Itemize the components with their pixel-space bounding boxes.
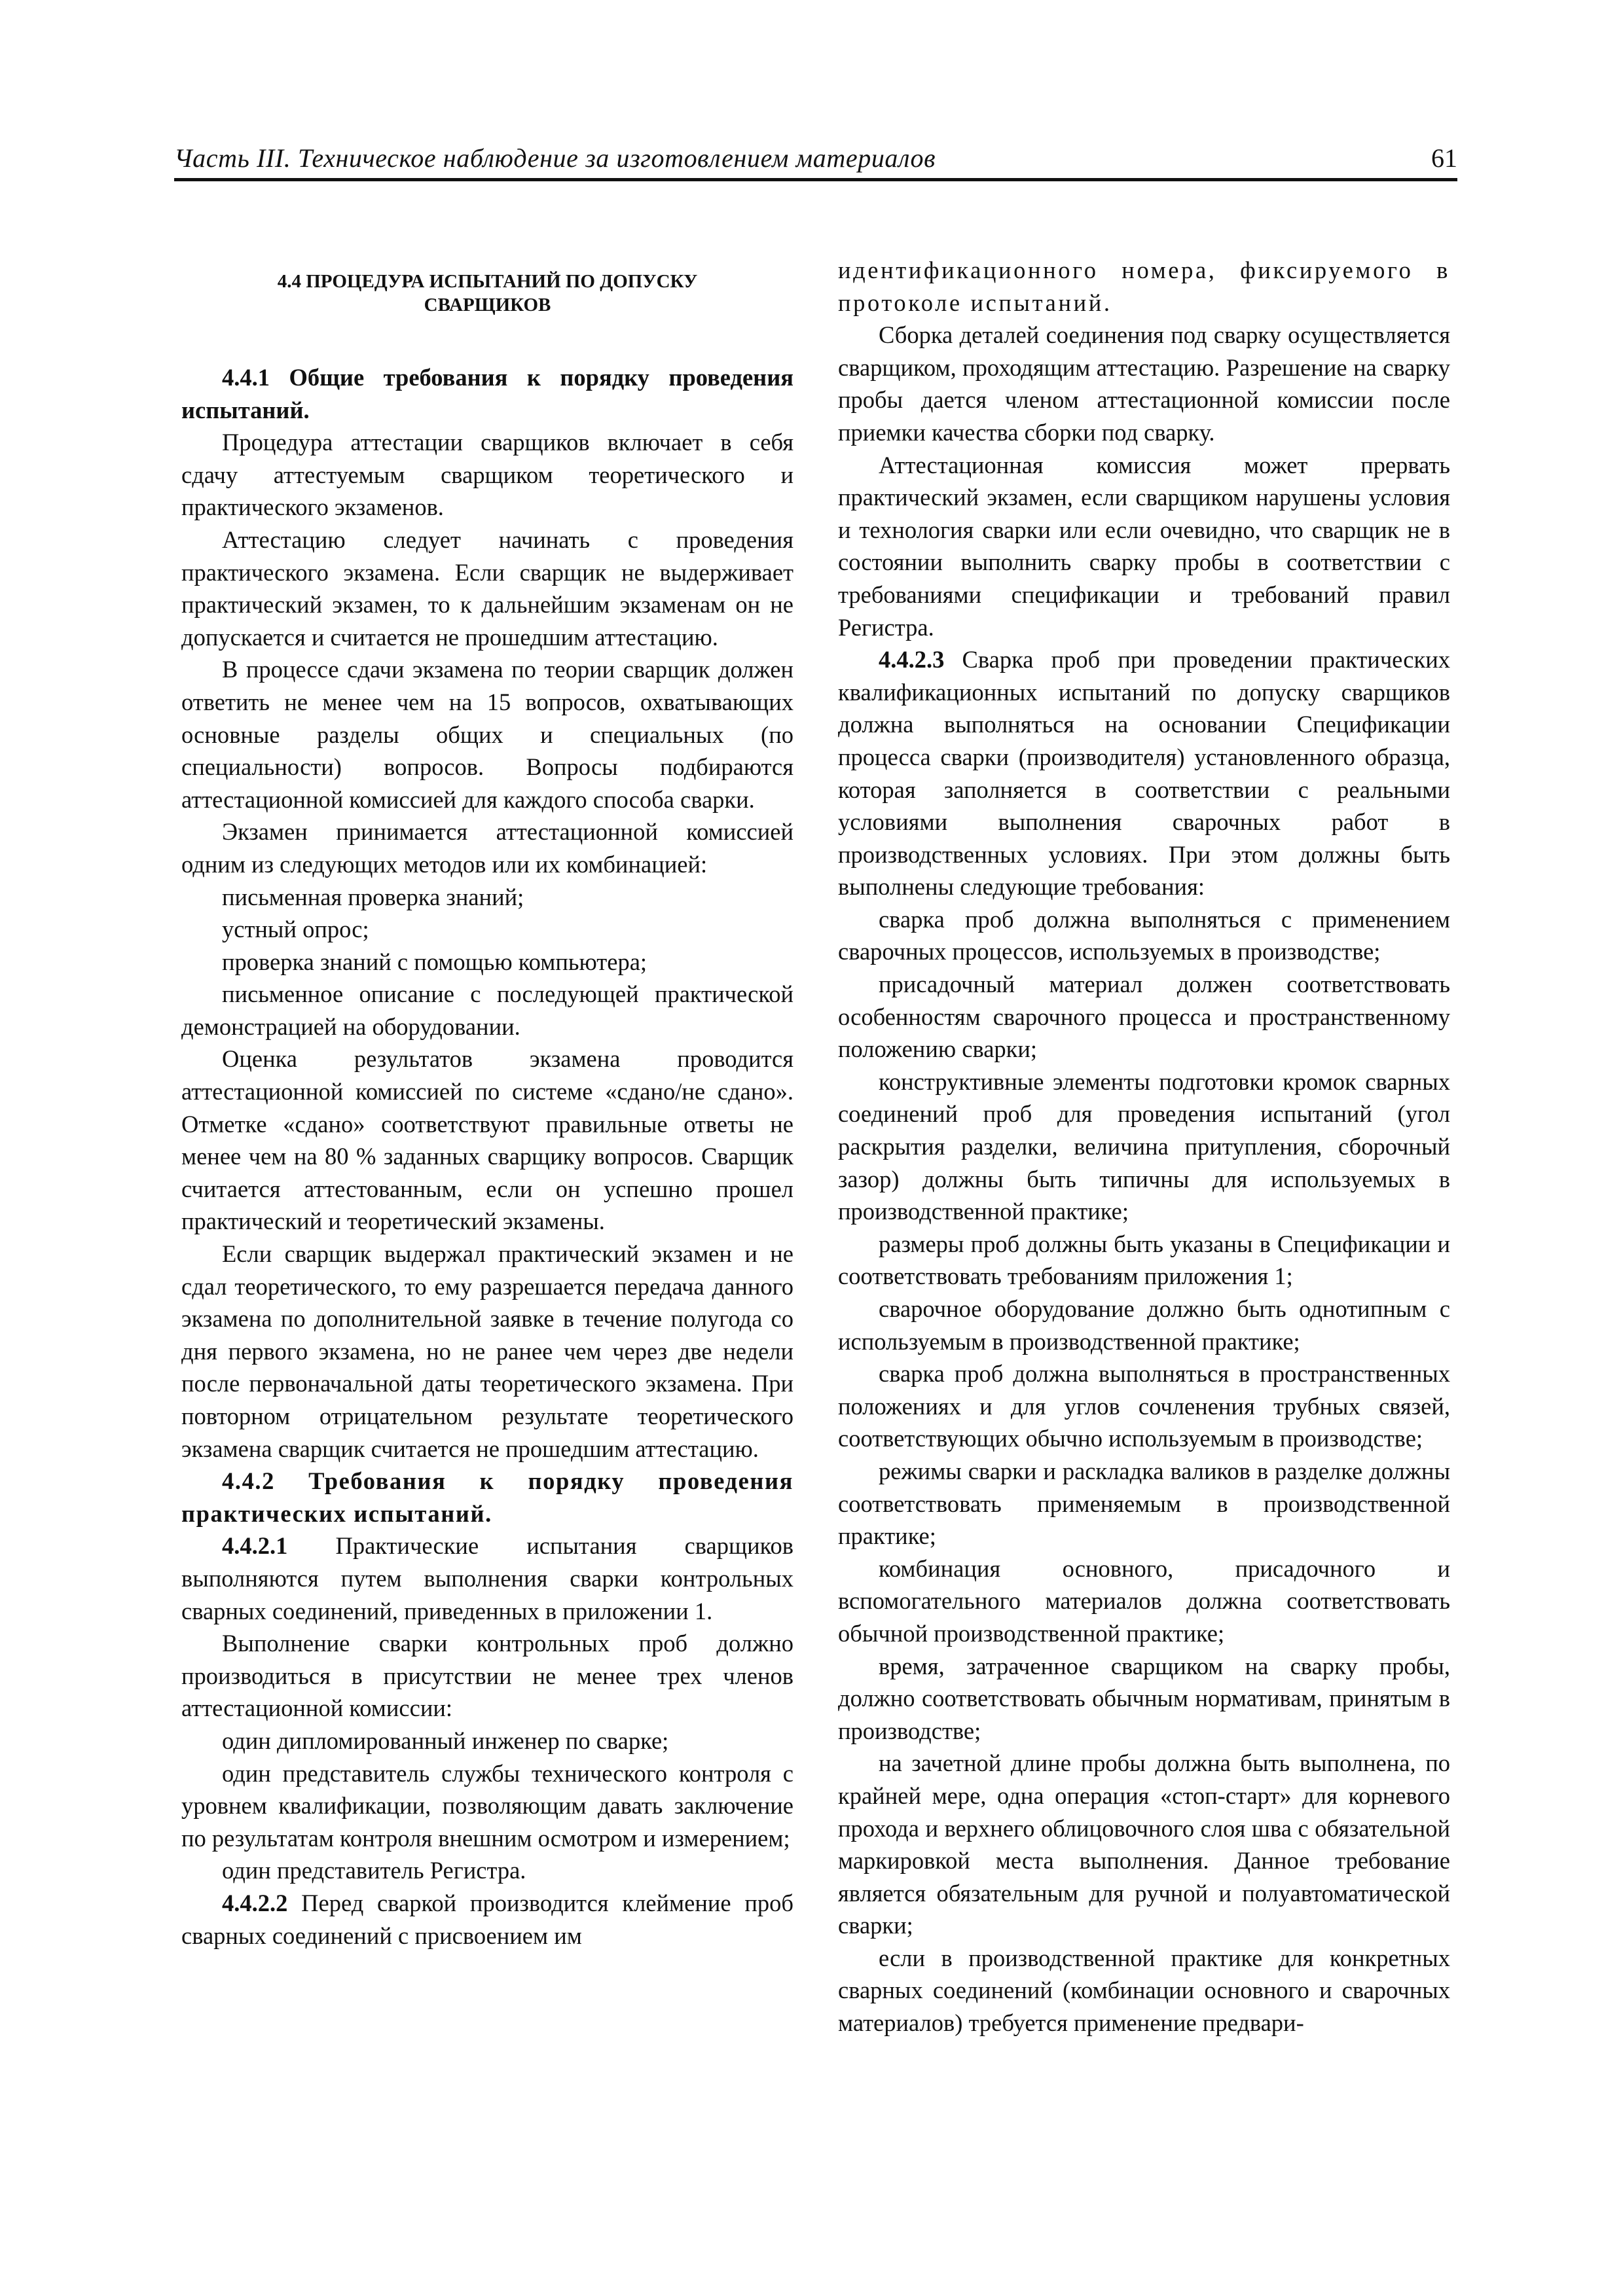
header-title: Часть III. Техническое наблюдение за изготовлением материалов <box>174 143 936 173</box>
paragraph: Оценка результатов экзамена проводится аттестационной комиссией по системе «сдано/не сдано». Отметке «сдано» соответствуют правильные ответы не менее чем на 80 % заданных сварщику вопросов. Сварщик считается аттестованным, если он успешно прошел практический и теоретический экзамены. <box>181 1045 793 1235</box>
list-item: один представитель Регистра. <box>222 1857 526 1884</box>
paragraph-4-4-2-2 <box>181 1887 793 1952</box>
list-item: письменная проверка знаний; <box>222 883 524 910</box>
list-item: один представитель службы технического контроля с уровнем квалификации, позволяющим давать заключение по результатам контроля внешним осмотром и измерением; <box>181 1759 793 1852</box>
clause-number: 4.4.2.1 <box>222 1532 288 1560</box>
clause-text: Практические испытания сварщиков выполняются путем выполнения сварки контрольных сварных соединений, приведенных в приложении 1. <box>181 1532 794 1624</box>
list-item: сварка проб должна выполняться с применением сварочных процессов, используемых в производстве; <box>838 905 1450 965</box>
right-column <box>838 254 1450 2039</box>
heading-4-4-2: 4.4.2 Требования к порядку проведения практических испытаний. <box>181 1467 793 1527</box>
list-item: один дипломированный инженер по сварке; <box>222 1727 669 1754</box>
list-item: время, затраченное сварщиком на сварку пробы, должно соответствовать обычным нормативам, принятым в производстве; <box>838 1652 1450 1744</box>
list-item: режимы сварки и раскладка валиков в разделке должны соответствовать применяемым в производственной практике; <box>838 1457 1450 1550</box>
paragraph: Экзамен принимается аттестационной комиссией одним из следующих методов или их комбинацией: <box>181 818 793 878</box>
paragraph: Сборка деталей соединения под сварку осуществляется сварщиком, проходящим аттестацию. Разрешение на сварку пробы дается членом аттестационной комиссии после приемки качества сборки под сварку. <box>838 321 1450 446</box>
list-item: присадочный материал должен соответствовать особенностям сварочного процесса и пространственному положению сварки; <box>838 971 1450 1063</box>
left-column <box>181 255 793 1952</box>
paragraph: Процедура аттестации сварщиков включает в себя сдачу аттестуемым сварщиком теоретического и практического экзаменов. <box>181 429 793 521</box>
page-number: 61 <box>1431 143 1457 173</box>
clause-text: Сварка проб при проведении практических квалификационных испытаний по допуску сварщиков должна выполняться на основании Спецификации процесса сварки (производителя) установленного образца, которая заполняется в соответствии с реальными условиями выполнения сварочных работ в производственных условиях. При этом должны быть выполнены следующие требования: <box>838 646 1451 901</box>
list-item: размеры проб должны быть указаны в Спецификации и соответствовать требованиям приложения 1; <box>838 1230 1450 1290</box>
section-title <box>181 270 793 317</box>
list-item: сварка проб должна выполняться в пространственных положениях и для углов сочленения трубных связей, соответствующих обычно используемым в производстве; <box>838 1360 1450 1452</box>
list-item: на зачетной длине пробы должна быть выполнена, по крайней мере, одна операция «стоп-старт» для корневого прохода и верхнего облицовочного слоя шва с обязательной маркировкой места выполнения. Данное требование является обязательным для ручной и полуавтоматической сварки; <box>838 1749 1450 1939</box>
list-item: комбинация основного, присадочного и вспомогательного материалов должна соответствовать обычной производственной практике; <box>838 1554 1450 1647</box>
list-item: проверка знаний с помощью компьютера; <box>222 948 647 975</box>
list-item: устный опрос; <box>222 916 369 943</box>
paragraph: В процессе сдачи экзамена по теории сварщик должен ответить не менее чем на 15 вопросов, охватывающих основные разделы общих и специальных (по специальности) вопросов. Вопросы подбираются аттестационной комиссией для каждого способа сварки. <box>181 656 793 813</box>
paragraph-4-4-2-3 <box>838 643 1450 903</box>
paragraph: Выполнение сварки контрольных проб должно производиться в присутствии не менее трех членов аттестационной комиссии: <box>181 1630 793 1722</box>
list-item: конструктивные элементы подготовки кромок сварных соединений проб для проведения испытаний (угол раскрытия разделки, величина притупления, сборочный зазор) должны быть типичны для используемых в производственной практике; <box>838 1067 1450 1225</box>
clause-text: Перед сваркой производится клеймение проб сварных соединений с присвоением им <box>181 1889 793 1949</box>
clause-number: 4.4.2.2 <box>222 1889 288 1916</box>
paragraph-4-4-2-1 <box>181 1530 793 1627</box>
section-title-line-2: СВАРЩИКОВ <box>424 295 551 315</box>
clause-number: 4.4.2.3 <box>879 646 945 673</box>
paragraph: Если сварщик выдержал практический экзамен и не сдал теоретического, то ему разрешается передача данного экзамена по дополнительной заявке в течение полугода со дня первого экзамена, но не ранее чем через две недели после первоначальной даты теоретического экзамена. При повторном отрицательном результате теоретического экзамена сварщик считается не прошедшим аттестацию. <box>181 1240 793 1462</box>
list-item: сварочное оборудование должно быть однотипным с используемым в производственной практике; <box>838 1295 1450 1355</box>
heading-4-4-1: 4.4.1 Общие требования к порядку проведения испытаний. <box>181 364 793 423</box>
list-item: письменное описание с последующей практической демонстрацией на оборудовании. <box>181 980 793 1040</box>
paragraph: Аттестацию следует начинать с проведения практического экзамена. Если сварщик не выдерживает практический экзамен, то к дальнейшим экзаменам он не допускается и считается не прошедшим аттестацию. <box>181 526 793 651</box>
running-header <box>174 139 1457 181</box>
section-title-line-1: 4.4 ПРОЦЕДУРА ИСПЫТАНИЙ ПО ДОПУСКУ <box>277 271 698 292</box>
paragraph-continued: идентификационного номера, фиксируемого в протоколе испытаний. <box>838 257 1450 316</box>
list-item: если в производственной практике для конкретных сварных соединений (комбинации основного и сварочных материалов) требуется применение предвари- <box>838 1944 1450 2037</box>
paragraph: Аттестационная комиссия может прервать практический экзамен, если сварщиком нарушены условия и технология сварки или если очевидно, что сварщик не в состоянии выполнить сварку пробы в соответствии с требованиями спецификации и требований правил Регистра. <box>838 451 1450 641</box>
